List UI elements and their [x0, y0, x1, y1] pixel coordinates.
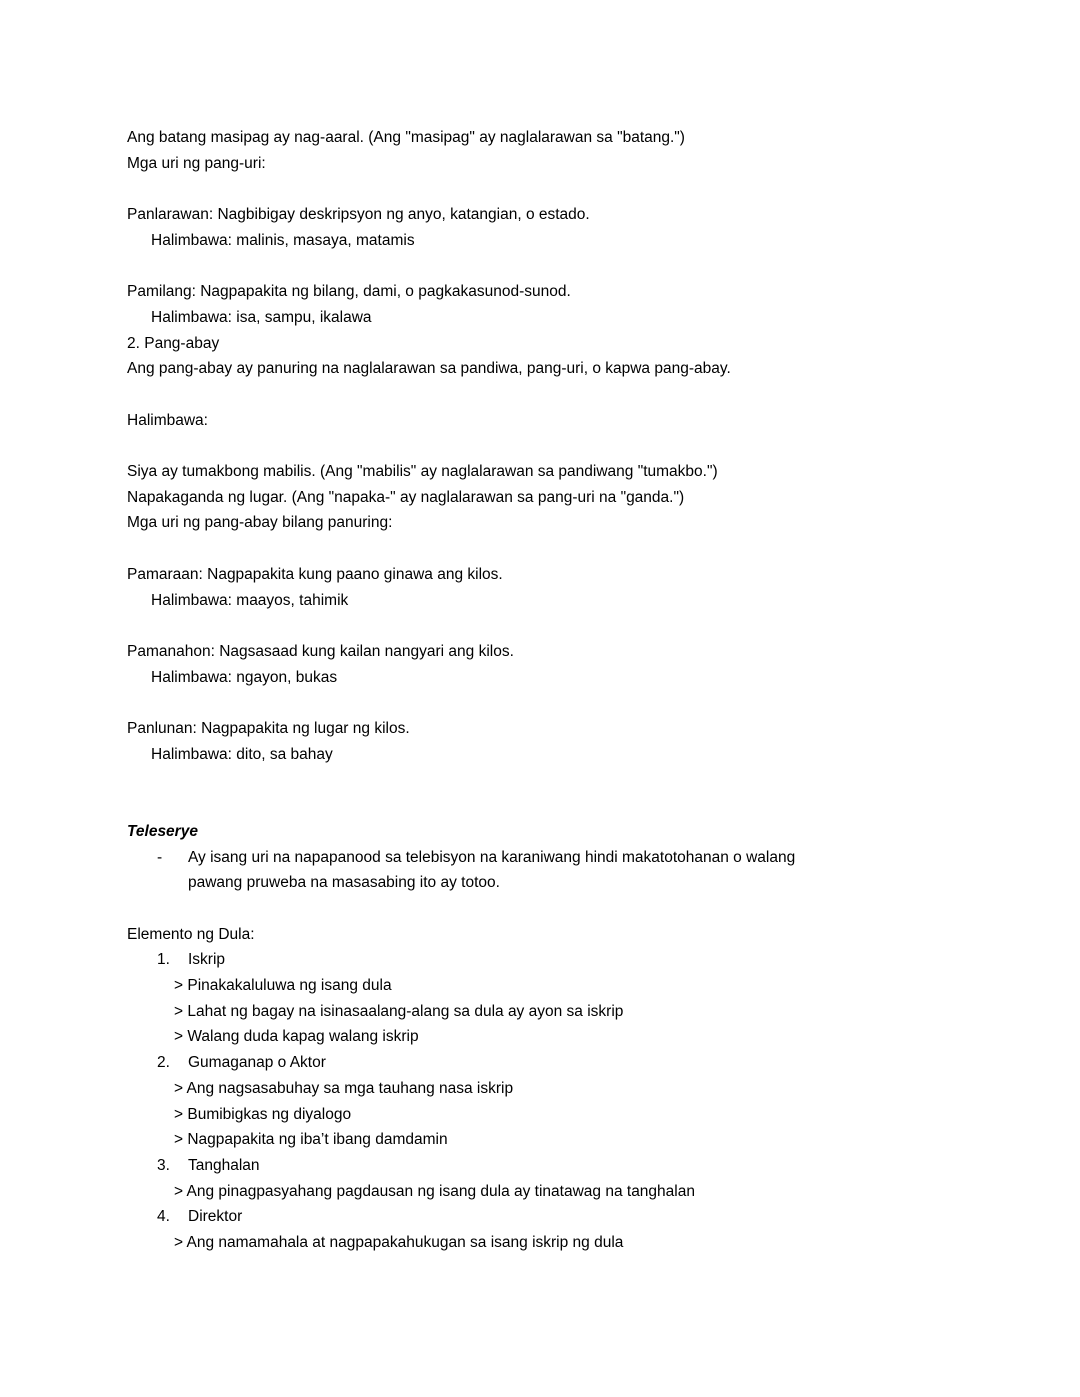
list-item-line: Tanghalan [188, 1156, 260, 1174]
sub-list-item: > Walang duda kapag walang iskrip [174, 1028, 419, 1046]
sub-list-item: > Bumibigkas ng diyalogo [174, 1105, 352, 1123]
blank-line [127, 690, 1020, 716]
paragraph: Ang batang masipag ay nag-aaral. (Ang "masipag" ay naglalarawan sa "batang.") [127, 129, 685, 146]
numbered-list-item [127, 1050, 1020, 1076]
list-item-line: Direktor [188, 1208, 243, 1226]
numbered-list-item [127, 1153, 1020, 1179]
blank-line [127, 254, 1020, 280]
list-marker: - [157, 848, 163, 866]
paragraph: Ang pang-abay ay panuring na naglalarawan sa pandiwa, pang-uri, o kapwa pang-abay. [127, 360, 731, 378]
blank-line [127, 382, 1020, 408]
list-item-line: pawang pruweba na masasabing ito ay totoo. [188, 874, 500, 892]
indented-paragraph: Halimbawa: dito, sa bahay [151, 745, 333, 763]
dash-list-item [127, 845, 1020, 896]
blank-line [127, 536, 1020, 562]
paragraph: Panlarawan: Nagbibigay deskripsyon ng anyo, katangian, o estado. [127, 206, 590, 224]
list-item-line: Iskrip [188, 951, 226, 969]
paragraph: Siya ay tumakbong mabilis. (Ang "mabilis" ay naglalarawan sa pandiwang "tumakbo.") [127, 463, 718, 481]
numbered-list-item [127, 947, 1020, 973]
indented-paragraph: Halimbawa: isa, sampu, ikalawa [151, 308, 372, 326]
sub-list-item: > Lahat ng bagay na isinasaalang-alang sa dula ay ayon sa iskrip [174, 1002, 624, 1020]
section-heading: Teleserye [127, 822, 198, 840]
blank-line [127, 176, 1020, 202]
paragraph: Halimbawa: [127, 411, 208, 429]
blank-line [127, 793, 1020, 819]
sub-list-item: > Ang pinagpasyahang pagdausan ng isang dula ay tinatawag na tanghalan [174, 1182, 695, 1200]
numbered-list-item [127, 1204, 1020, 1230]
blank-line [127, 896, 1020, 922]
list-item-body [188, 1153, 1020, 1179]
paragraph: Panlunan: Nagpapakita ng lugar ng kilos. [127, 720, 410, 738]
blank-line [127, 433, 1020, 459]
paragraph: Pamanahon: Nagsasaad kung kailan nangyari ang kilos. [127, 642, 514, 660]
list-item-body [188, 947, 1020, 973]
sub-list-item: > Ang namamahala at nagpapakahukugan sa isang iskrip ng dula [174, 1234, 624, 1252]
list-item-body [188, 1050, 1020, 1076]
list-marker: 1. [157, 951, 170, 969]
list-item-line: Ay isang uri na napapanood sa telebisyon na karaniwang hindi makatotohanan o walang [188, 848, 796, 866]
list-item-body [188, 845, 1020, 896]
paragraph: Mga uri ng pang-uri: [127, 154, 266, 172]
indented-paragraph: Halimbawa: malinis, masaya, matamis [151, 231, 415, 249]
paragraph: 2. Pang-abay [127, 334, 220, 352]
blank-line [127, 767, 1020, 793]
sub-list-item: > Nagpapakita ng iba’t ibang damdamin [174, 1131, 448, 1149]
sub-list-item: > Pinakakaluluwa ng isang dula [174, 977, 392, 995]
list-item-body [188, 1204, 1020, 1230]
blank-line [127, 613, 1020, 639]
list-marker: 3. [157, 1156, 170, 1174]
sub-list-item: > Ang nagsasabuhay sa mga tauhang nasa iskrip [174, 1079, 514, 1097]
indented-paragraph: Halimbawa: ngayon, bukas [151, 668, 338, 686]
document-content [127, 125, 1020, 1256]
paragraph: Napakaganda ng lugar. (Ang "napaka-" ay naglalarawan sa pang-uri na "ganda.") [127, 488, 685, 506]
list-item-line: Gumaganap o Aktor [188, 1054, 326, 1072]
paragraph: Pamaraan: Nagpapakita kung paano ginawa ang kilos. [127, 565, 503, 583]
list-marker: 2. [157, 1054, 170, 1072]
list-marker: 4. [157, 1208, 170, 1226]
paragraph: Mga uri ng pang-abay bilang panuring: [127, 514, 393, 532]
paragraph: Elemento ng Dula: [127, 925, 255, 943]
paragraph: Pamilang: Nagpapakita ng bilang, dami, o pagkakasunod-sunod. [127, 283, 571, 301]
indented-paragraph: Halimbawa: maayos, tahimik [151, 591, 349, 609]
